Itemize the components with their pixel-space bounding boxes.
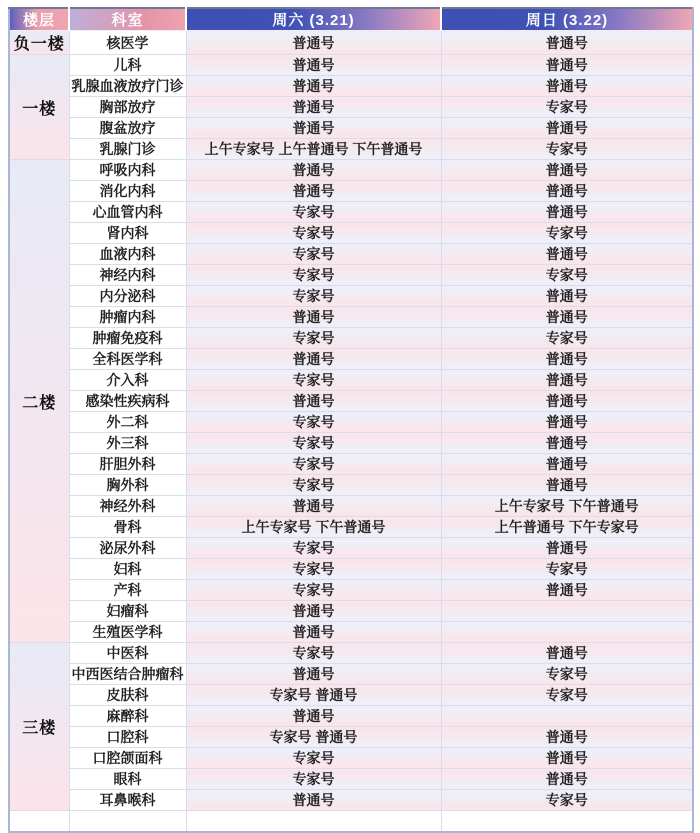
sunday-ticket-cell: 普通号 (441, 475, 693, 496)
department-cell: 妇瘤科 (69, 601, 186, 622)
empty-cell (186, 811, 441, 832)
table-row (9, 370, 693, 391)
department-cell: 乳腺血液放疗门诊 (69, 76, 186, 97)
sunday-ticket-cell: 普通号 (441, 160, 693, 181)
sunday-ticket-cell: 普通号 (441, 31, 693, 55)
department-cell: 中西医结合肿瘤科 (69, 664, 186, 685)
floor-group-cell: 一楼 (9, 55, 69, 160)
sunday-ticket-cell: 专家号 (441, 559, 693, 580)
floor-group-cell: 负一楼 (9, 31, 69, 55)
saturday-ticket-cell: 普通号 (186, 349, 441, 370)
department-cell: 胸外科 (69, 475, 186, 496)
saturday-ticket-cell: 专家号 (186, 370, 441, 391)
table-row (9, 559, 693, 580)
saturday-ticket-cell: 普通号 (186, 664, 441, 685)
sunday-ticket-cell: 普通号 (441, 349, 693, 370)
department-cell: 骨科 (69, 517, 186, 538)
floor-group-cell: 三楼 (9, 643, 69, 811)
saturday-ticket-cell: 专家号 (186, 286, 441, 307)
saturday-ticket-cell: 专家号 (186, 244, 441, 265)
saturday-ticket-cell: 普通号 (186, 55, 441, 76)
table-row (9, 475, 693, 496)
saturday-ticket-cell: 专家号 (186, 748, 441, 769)
department-cell: 眼科 (69, 769, 186, 790)
sunday-ticket-cell: 普通号 (441, 454, 693, 475)
table-row (9, 622, 693, 643)
department-cell: 肾内科 (69, 223, 186, 244)
saturday-ticket-cell: 专家号 普通号 (186, 727, 441, 748)
department-cell: 全科医学科 (69, 349, 186, 370)
column-header-saturday: 周六 (3.21) (186, 8, 441, 31)
sunday-ticket-cell: 专家号 (441, 685, 693, 706)
table-row (9, 538, 693, 559)
saturday-ticket-cell: 普通号 (186, 307, 441, 328)
department-cell: 口腔颌面科 (69, 748, 186, 769)
department-cell: 泌尿外科 (69, 538, 186, 559)
schedule-body (9, 31, 693, 832)
sunday-ticket-cell: 普通号 (441, 538, 693, 559)
table-row (9, 391, 693, 412)
department-cell: 肿瘤免疫科 (69, 328, 186, 349)
department-cell: 腹盆放疗 (69, 118, 186, 139)
saturday-ticket-cell: 专家号 (186, 769, 441, 790)
department-cell: 中医科 (69, 643, 186, 664)
saturday-ticket-cell: 普通号 (186, 496, 441, 517)
table-row (9, 97, 693, 118)
table-row (9, 706, 693, 727)
department-cell: 外二科 (69, 412, 186, 433)
table-row (9, 496, 693, 517)
table-row (9, 55, 693, 76)
sunday-ticket-cell: 普通号 (441, 748, 693, 769)
table-row (9, 685, 693, 706)
saturday-ticket-cell: 专家号 (186, 580, 441, 601)
sunday-ticket-cell: 普通号 (441, 370, 693, 391)
department-cell: 呼吸内科 (69, 160, 186, 181)
table-row (9, 118, 693, 139)
department-cell: 感染性疾病科 (69, 391, 186, 412)
saturday-ticket-cell: 专家号 (186, 433, 441, 454)
table-row (9, 790, 693, 811)
department-cell: 乳腺门诊 (69, 139, 186, 160)
saturday-ticket-cell: 专家号 (186, 328, 441, 349)
department-cell: 胸部放疗 (69, 97, 186, 118)
floor-group-cell: 二楼 (9, 160, 69, 643)
department-cell: 麻醉科 (69, 706, 186, 727)
table-row (9, 601, 693, 622)
department-cell: 生殖医学科 (69, 622, 186, 643)
sunday-ticket-cell: 普通号 (441, 769, 693, 790)
table-row (9, 286, 693, 307)
saturday-ticket-cell: 普通号 (186, 97, 441, 118)
sunday-ticket-cell: 普通号 (441, 202, 693, 223)
table-row (9, 328, 693, 349)
sunday-ticket-cell: 专家号 (441, 790, 693, 811)
empty-row (9, 811, 693, 832)
saturday-ticket-cell: 专家号 (186, 538, 441, 559)
sunday-ticket-cell (441, 622, 693, 643)
table-row (9, 748, 693, 769)
saturday-ticket-cell: 普通号 (186, 706, 441, 727)
table-header-row (9, 8, 693, 31)
department-cell: 神经外科 (69, 496, 186, 517)
sunday-ticket-cell: 上午普通号 下午专家号 (441, 517, 693, 538)
table-row (9, 580, 693, 601)
column-header-department: 科室 (69, 8, 186, 31)
table-row (9, 643, 693, 664)
department-cell: 血液内科 (69, 244, 186, 265)
saturday-ticket-cell: 普通号 (186, 622, 441, 643)
sunday-ticket-cell: 普通号 (441, 580, 693, 601)
saturday-ticket-cell: 普通号 (186, 790, 441, 811)
sunday-ticket-cell: 普通号 (441, 433, 693, 454)
saturday-ticket-cell: 普通号 (186, 118, 441, 139)
sunday-ticket-cell: 专家号 (441, 265, 693, 286)
sunday-ticket-cell: 专家号 (441, 223, 693, 244)
table-row (9, 307, 693, 328)
department-cell: 儿科 (69, 55, 186, 76)
sunday-ticket-cell: 普通号 (441, 244, 693, 265)
sunday-ticket-cell: 专家号 (441, 97, 693, 118)
department-cell: 产科 (69, 580, 186, 601)
table-row (9, 517, 693, 538)
table-row (9, 139, 693, 160)
saturday-ticket-cell: 普通号 (186, 601, 441, 622)
table-row (9, 76, 693, 97)
sunday-ticket-cell (441, 706, 693, 727)
table-row (9, 223, 693, 244)
saturday-ticket-cell: 普通号 (186, 391, 441, 412)
saturday-ticket-cell: 专家号 (186, 643, 441, 664)
saturday-ticket-cell: 普通号 (186, 160, 441, 181)
department-cell: 妇科 (69, 559, 186, 580)
table-row (9, 244, 693, 265)
table-row (9, 664, 693, 685)
saturday-ticket-cell: 专家号 (186, 202, 441, 223)
table-row (9, 769, 693, 790)
department-cell: 肿瘤内科 (69, 307, 186, 328)
table-row (9, 727, 693, 748)
department-cell: 介入科 (69, 370, 186, 391)
empty-cell (69, 811, 186, 832)
department-cell: 核医学 (69, 31, 186, 55)
sunday-ticket-cell: 普通号 (441, 391, 693, 412)
saturday-ticket-cell: 普通号 (186, 181, 441, 202)
sunday-ticket-cell: 普通号 (441, 76, 693, 97)
schedule-table-container (8, 7, 692, 833)
sunday-ticket-cell: 专家号 (441, 328, 693, 349)
table-row (9, 454, 693, 475)
table-row (9, 433, 693, 454)
department-cell: 心血管内科 (69, 202, 186, 223)
department-cell: 内分泌科 (69, 286, 186, 307)
department-cell: 肝胆外科 (69, 454, 186, 475)
schedule-table (8, 7, 694, 833)
sunday-ticket-cell: 普通号 (441, 412, 693, 433)
saturday-ticket-cell: 专家号 (186, 265, 441, 286)
saturday-ticket-cell: 专家号 (186, 454, 441, 475)
table-row (9, 202, 693, 223)
sunday-ticket-cell: 普通号 (441, 307, 693, 328)
department-cell: 耳鼻喉科 (69, 790, 186, 811)
column-header-floor: 楼层 (9, 8, 69, 31)
sunday-ticket-cell (441, 601, 693, 622)
table-row (9, 412, 693, 433)
sunday-ticket-cell: 上午专家号 下午普通号 (441, 496, 693, 517)
saturday-ticket-cell: 专家号 普通号 (186, 685, 441, 706)
table-row (9, 181, 693, 202)
department-cell: 神经内科 (69, 265, 186, 286)
sunday-ticket-cell: 普通号 (441, 181, 693, 202)
department-cell: 口腔科 (69, 727, 186, 748)
department-cell: 外三科 (69, 433, 186, 454)
saturday-ticket-cell: 普通号 (186, 31, 441, 55)
saturday-ticket-cell: 专家号 (186, 559, 441, 580)
department-cell: 皮肤科 (69, 685, 186, 706)
sunday-ticket-cell: 普通号 (441, 55, 693, 76)
sunday-ticket-cell: 普通号 (441, 118, 693, 139)
empty-cell (441, 811, 693, 832)
table-row (9, 265, 693, 286)
table-row (9, 349, 693, 370)
saturday-ticket-cell: 上午专家号 下午普通号 (186, 517, 441, 538)
empty-cell (9, 811, 69, 832)
sunday-ticket-cell: 普通号 (441, 286, 693, 307)
table-row (9, 160, 693, 181)
saturday-ticket-cell: 专家号 (186, 223, 441, 244)
saturday-ticket-cell: 上午专家号 上午普通号 下午普通号 (186, 139, 441, 160)
column-header-sunday: 周日 (3.22) (441, 8, 693, 31)
sunday-ticket-cell: 普通号 (441, 727, 693, 748)
saturday-ticket-cell: 专家号 (186, 412, 441, 433)
sunday-ticket-cell: 专家号 (441, 139, 693, 160)
saturday-ticket-cell: 专家号 (186, 475, 441, 496)
table-row (9, 31, 693, 55)
saturday-ticket-cell: 普通号 (186, 76, 441, 97)
sunday-ticket-cell: 普通号 (441, 643, 693, 664)
department-cell: 消化内科 (69, 181, 186, 202)
sunday-ticket-cell: 专家号 (441, 664, 693, 685)
